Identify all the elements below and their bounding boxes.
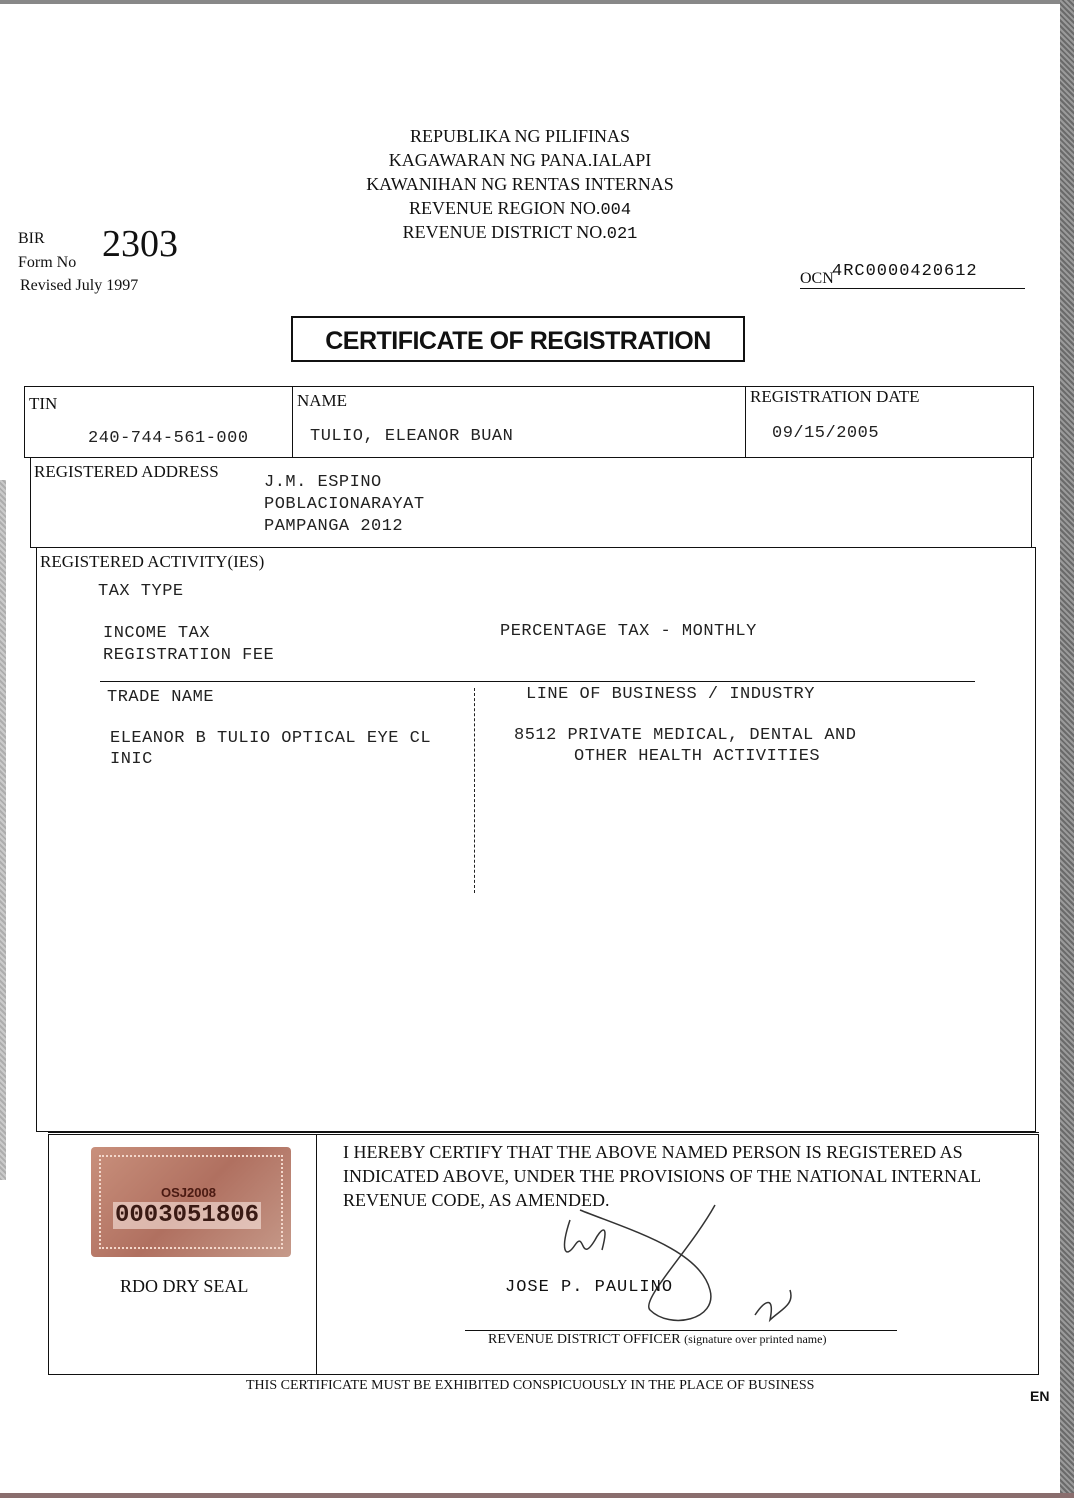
header-region [330, 198, 710, 220]
tax-type-percentage: PERCENTAGE TAX - MONTHLY [500, 622, 757, 641]
officer-name: JOSE P. PAULINO [505, 1278, 674, 1297]
ocn-label: OCN [800, 270, 834, 287]
form-revised: Revised July 1997 [20, 277, 139, 294]
header-department: KAGAWARAN NG PANA.IALAPI [388, 150, 652, 170]
address-line-2: POBLACIONARAYAT [264, 495, 425, 514]
region-label: REVENUE REGION NO. [408, 198, 601, 218]
certification-divider [316, 1134, 317, 1375]
rdo-dry-seal-label: RDO DRY SEAL [120, 1276, 249, 1296]
registration-date-value: 09/15/2005 [772, 424, 880, 443]
trade-name-line-2: INIC [110, 750, 153, 769]
rdo-dry-seal-stamp [91, 1147, 291, 1257]
address-line-1: J.M. ESPINO [264, 473, 382, 492]
district-value: 021 [606, 225, 638, 244]
certificate-title: CERTIFICATE OF REGISTRATION [291, 316, 745, 362]
stamp-number: 0003051806 [115, 1202, 260, 1229]
id-row-divider-1 [292, 386, 293, 458]
trade-divider [100, 681, 975, 682]
name-label: NAME [297, 391, 348, 410]
activities-label: REGISTERED ACTIVITY(IES) [40, 552, 265, 571]
trade-name-line-1: ELEANOR B TULIO OPTICAL EYE CL [110, 729, 432, 748]
officer-note: (signature over printed name) [684, 1332, 827, 1346]
line-of-business-line-1: 8512 PRIVATE MEDICAL, DENTAL AND [514, 726, 857, 745]
region-value: 004 [600, 201, 632, 220]
trade-name-label: TRADE NAME [107, 688, 215, 707]
form-bir: BIR [18, 230, 45, 247]
footer-notice: THIS CERTIFICATE MUST BE EXHIBITED CONSPICUOUSLY IN THE PLACE OF BUSINESS [246, 1378, 815, 1393]
address-label: REGISTERED ADDRESS [34, 462, 219, 481]
stamp-code: OSJ2008 [161, 1185, 216, 1200]
header-republic: REPUBLIKA NG PILIFINAS [409, 126, 631, 146]
ocn-underline [800, 288, 1025, 289]
officer-title-line [488, 1332, 826, 1348]
form-number: 2303 [102, 223, 178, 265]
registration-date-label: REGISTRATION DATE [750, 387, 920, 406]
trade-column-divider [474, 688, 475, 893]
header-district [330, 222, 710, 244]
officer-title: REVENUE DISTRICT OFFICER [488, 1332, 681, 1347]
signature-line [465, 1330, 897, 1331]
paper-edge-right [1060, 0, 1074, 1498]
address-line-3: PAMPANGA 2012 [264, 517, 404, 536]
certification-statement: I HEREBY CERTIFY THAT THE ABOVE NAMED PERSON IS REGISTERED AS INDICATED ABOVE, UNDER THE PROVISIONS OF THE NATIONAL INTERNAL REVENUE CODE, AS AMENDED. [343, 1142, 981, 1210]
header-bureau: KAWANIHAN NG RENTAS INTERNAS [366, 174, 674, 194]
certification-top-rule [48, 1132, 1039, 1133]
tin-value: 240-744-561-000 [88, 429, 249, 448]
paper-edge-bottom [0, 1493, 1074, 1498]
footer-corner-code: EN [1030, 1388, 1050, 1404]
line-of-business-label: LINE OF BUSINESS / INDUSTRY [526, 685, 815, 704]
tax-type-registration-fee: REGISTRATION FEE [103, 646, 275, 665]
id-row-divider-2 [745, 386, 746, 458]
tax-type-income: INCOME TAX [103, 624, 211, 643]
paper-edge-left [0, 480, 6, 1180]
officer-signature [540, 1190, 820, 1350]
tax-type-label: TAX TYPE [98, 582, 184, 601]
line-of-business-line-2: OTHER HEALTH ACTIVITIES [574, 747, 821, 766]
ocn-value: 4RC0000420612 [832, 262, 978, 281]
tin-label: TIN [29, 394, 58, 413]
form-no-label: Form No [18, 254, 77, 271]
paper-edge-top [0, 0, 1074, 4]
name-value: TULIO, ELEANOR BUAN [310, 427, 514, 446]
district-label: REVENUE DISTRICT NO. [402, 222, 607, 242]
